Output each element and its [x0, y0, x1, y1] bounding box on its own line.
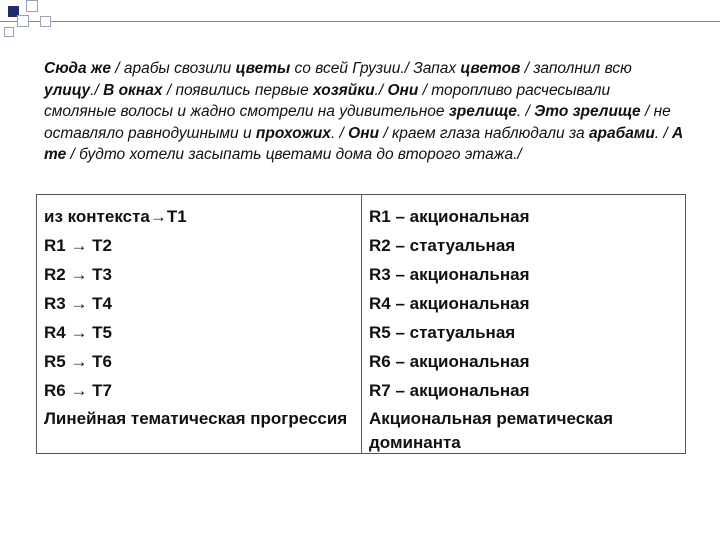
theme-progression-row: R5 → Т6 [44, 352, 113, 371]
passage-key-term: цветы [235, 60, 291, 77]
passage-key-term: Это зрелище [534, 103, 641, 120]
passage-text: / будто хотели засыпать цветами дома до второго этажа./ [66, 146, 522, 163]
passage-text: / не оставляло равнодушными и [44, 103, 671, 142]
rheme-type-row: R2 – статуальная [369, 236, 516, 255]
theme-progression-row: из контекста→Т1 [44, 207, 187, 226]
rheme-type-row: R7 – акциональная [369, 381, 530, 400]
passage-text: ./ [90, 81, 104, 99]
analysis-table [36, 194, 686, 454]
theme-progression-row: R1 → Т2 [44, 236, 113, 255]
theme-progression-row: R4 → Т5 [44, 323, 113, 342]
passage-text: / появились первые [162, 81, 314, 99]
rheme-type-row: R5 – статуальная [369, 323, 516, 342]
passage-key-term: Сюда же [44, 60, 111, 77]
passage-text: ./ [374, 81, 388, 99]
slide-decoration [0, 0, 720, 40]
passage-key-term: Они [348, 124, 380, 142]
passage-text: со всей Грузии./ Запах [290, 60, 461, 77]
theme-progression-row: Линейная тематическая прогрессия [44, 409, 348, 428]
passage-text: / краем глаза наблюдали за [379, 124, 589, 142]
passage-key-term: улицу [44, 81, 91, 99]
passage-key-term: А те [44, 124, 684, 163]
passage-text: / заполнил всю [520, 60, 632, 77]
rheme-type-row: R4 – акциональная [369, 294, 530, 313]
rheme-type-row: R3 – акциональная [369, 265, 530, 284]
decoration-square-5 [40, 16, 51, 27]
decoration-square-4 [4, 27, 14, 37]
passage-key-term: хозяйки [313, 81, 375, 99]
passage-key-term: В окнах [103, 81, 163, 99]
passage-text: . / [516, 103, 535, 120]
passage-key-term: арабами [588, 124, 655, 142]
passage-text: . / [654, 124, 673, 142]
passage-text: . / [330, 124, 349, 142]
decoration-square-3 [17, 15, 29, 27]
passage-text: / арабы свозили [110, 60, 236, 77]
passage-text: / торопливо расчесывали смоляные волосы и жадно смотрели на удивительное [44, 81, 611, 120]
passage-key-term: зрелище [448, 103, 517, 120]
rheme-type-row: R6 – акциональная [369, 352, 530, 371]
rhematic-column [362, 195, 685, 453]
passage-key-term: Они [387, 81, 419, 99]
rheme-type-row: Акциональная рематическая доминанта [369, 409, 614, 452]
theme-progression-row: R3 → Т4 [44, 294, 113, 313]
rheme-type-row: R1 – акциональная [369, 207, 530, 226]
decoration-square-2 [26, 0, 38, 12]
thematic-column [37, 195, 362, 453]
theme-progression-row: R2 → Т3 [44, 265, 113, 284]
theme-progression-row: R6 → Т7 [44, 381, 113, 400]
passage-key-term: цветов [460, 60, 521, 77]
decoration-line [0, 21, 720, 22]
text-passage [44, 58, 684, 166]
passage-key-term: прохожих [255, 124, 331, 142]
